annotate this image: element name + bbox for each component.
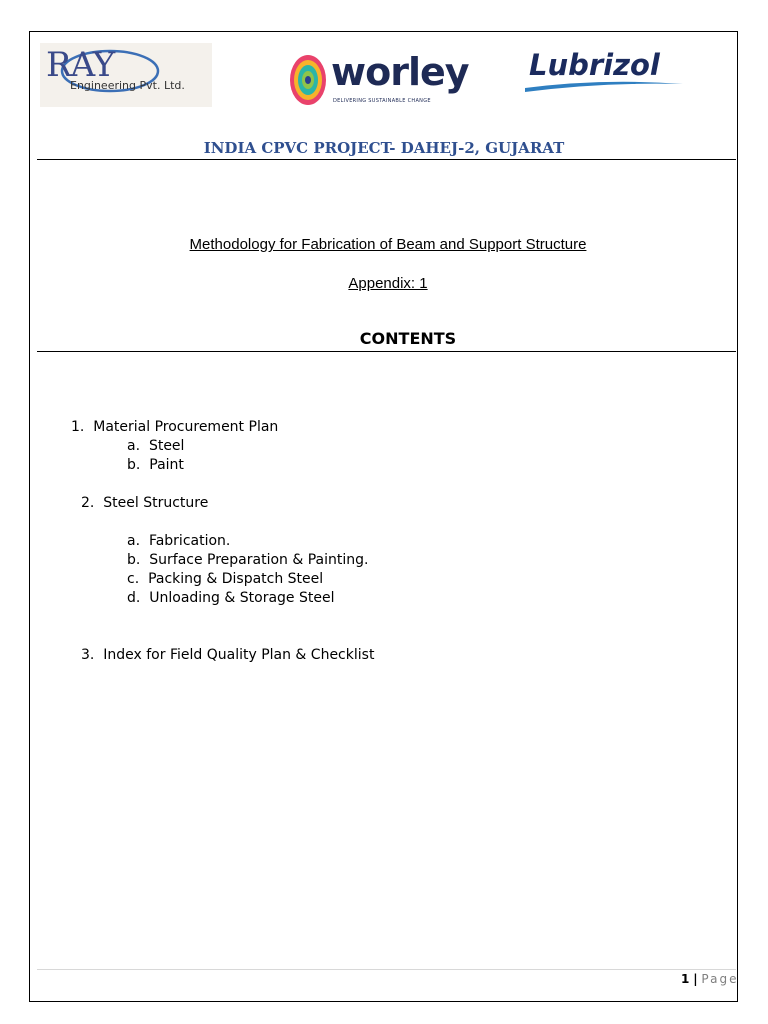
toc-subitem-letter: d. [127, 590, 141, 606]
toc-subitem-label: Unloading & Storage Steel [149, 590, 335, 606]
toc-subitem-letter: c. [127, 571, 140, 587]
toc-item-2 [81, 495, 208, 511]
toc-subitem-label: Steel [148, 438, 185, 454]
toc-subitem-2a [127, 533, 230, 549]
project-title: INDIA CPVC PROJECT- DAHEJ-2, GUJARAT [203, 139, 565, 157]
toc-subitem-label: Paint [149, 457, 184, 473]
toc-subitem-1a [127, 438, 184, 454]
toc-subitem-letter: b. [127, 552, 141, 568]
lubrizol-swoosh-icon [523, 48, 688, 94]
toc-subitem-1b [127, 457, 184, 473]
toc-subitem-label: Fabrication. [148, 533, 231, 549]
ray-engineering-logo [40, 43, 212, 107]
worley-emblem-icon [287, 52, 329, 108]
page-separator: | [693, 972, 698, 986]
toc-item-1 [71, 419, 278, 435]
ray-logo-subtitle: Engineering Pvt. Ltd. [70, 79, 185, 92]
appendix-label: Appendix: 1 [348, 275, 428, 292]
toc-subitem-letter: b. [127, 457, 141, 473]
worley-logo-text: worley [331, 50, 469, 94]
toc-item-number: 2. [81, 495, 95, 511]
lubrizol-logo-text: Lubrizol [529, 48, 660, 82]
header-divider [37, 159, 736, 160]
toc-subitem-letter: a. [127, 533, 141, 549]
footer-divider [37, 969, 736, 970]
toc-subitem-label: Surface Preparation & Painting. [149, 552, 369, 568]
toc-item-label: Material Procurement Plan [93, 419, 279, 435]
toc-subitem-letter: a. [127, 438, 141, 454]
contents-divider [37, 351, 736, 352]
page-number: 1 [681, 972, 690, 986]
worley-logo-tagline: DELIVERING SUSTAINABLE CHANGE [333, 98, 431, 104]
lubrizol-logo [523, 48, 688, 94]
page-footer [681, 972, 738, 986]
toc-item-label: Index for Field Quality Plan & Checklist [103, 647, 375, 663]
toc-item-number: 3. [81, 647, 95, 663]
toc-item-3 [81, 647, 374, 663]
page-label: Page [701, 972, 739, 986]
toc-item-number: 1. [71, 419, 85, 435]
toc-subitem-2d [127, 590, 334, 606]
ray-logo-text: RAY [46, 45, 115, 85]
toc-item-label: Steel Structure [103, 495, 209, 511]
document-title: Methodology for Fabrication of Beam and Support Structure [189, 236, 587, 253]
toc-subitem-label: Packing & Dispatch Steel [148, 571, 324, 587]
toc-subitem-2b [127, 552, 368, 568]
contents-heading: CONTENTS [359, 329, 457, 348]
toc-subitem-2c [127, 571, 323, 587]
worley-logo [287, 50, 469, 110]
page-border [29, 31, 738, 1002]
